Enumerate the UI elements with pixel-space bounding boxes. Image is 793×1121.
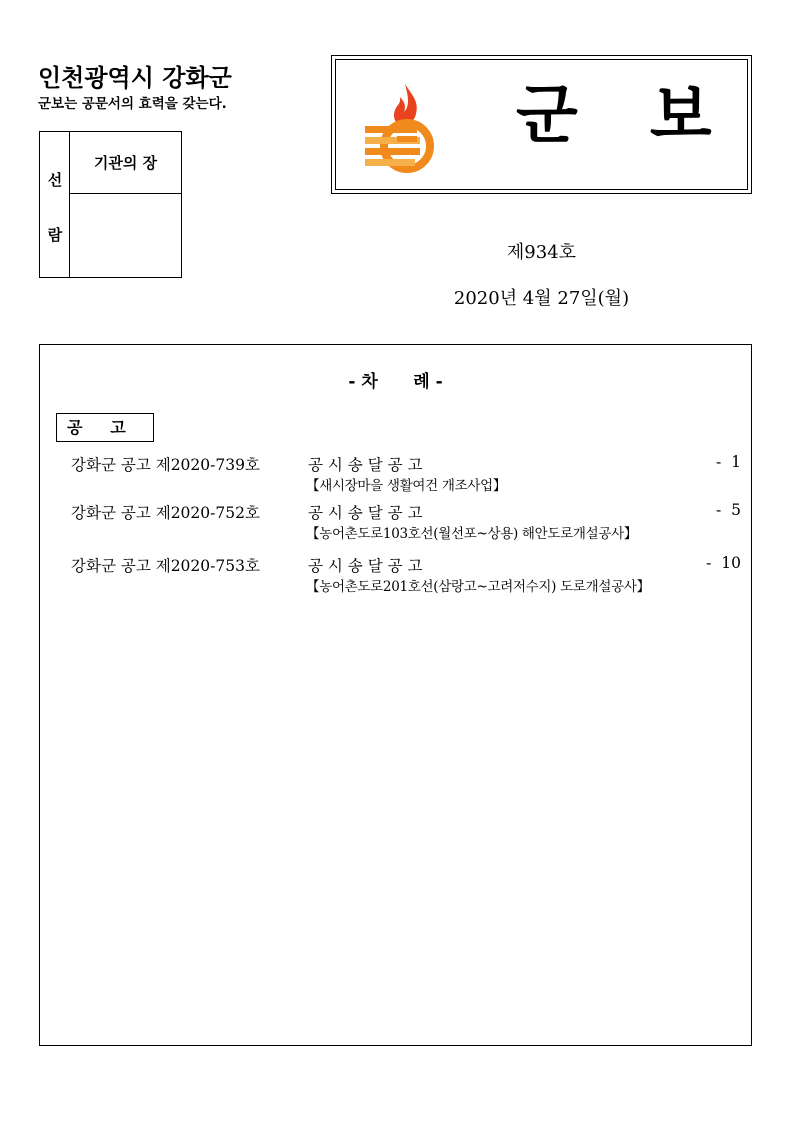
review-label-top: 선	[47, 171, 63, 189]
emblem-band-1	[365, 126, 417, 133]
masthead	[331, 55, 784, 194]
issue-date: 2020년 4월 27일(월)	[453, 288, 630, 309]
entry-subject: 【농어촌도로103호선(월선포~상용) 해안도로개설공사】	[306, 526, 638, 542]
section-label: 공 고	[56, 413, 154, 442]
emblem-bar	[397, 136, 417, 142]
entry-subject: 【새시장마을 생활여건 개조사업】	[306, 478, 507, 494]
review-label-bottom: 람	[47, 226, 63, 244]
emblem-band-3	[365, 148, 420, 155]
masthead-title: 군보	[516, 79, 784, 153]
review-column-header: 기관의 장	[70, 132, 181, 194]
contents-title: - 차 례 -	[348, 372, 443, 392]
entry-title: 공 시 송 달 공 고	[308, 504, 423, 522]
entry-page: - 1	[716, 453, 741, 471]
issue-number: 제934호	[506, 242, 577, 263]
review-box	[39, 131, 182, 278]
masthead-inner-frame	[335, 59, 784, 190]
gangwha-emblem-icon	[361, 80, 451, 175]
entry-page: - 10	[706, 554, 741, 572]
entry-number: 강화군 공고 제2020-752호	[71, 504, 260, 522]
entry-page: - 5	[716, 501, 741, 519]
org-name: 인천광역시 강화군	[38, 64, 232, 92]
entry-title: 공 시 송 달 공 고	[308, 557, 423, 575]
entry-number: 강화군 공고 제2020-739호	[71, 456, 260, 474]
emblem-band-4	[365, 159, 415, 166]
tagline: 군보는 공문서의 효력을 갖는다.	[38, 96, 227, 112]
entry-subject: 【농어촌도로201호선(삼랑고~고려저수지) 도로개설공사】	[306, 579, 650, 595]
entry-title: 공 시 송 달 공 고	[308, 456, 423, 474]
table-of-contents	[39, 344, 752, 1046]
entry-number: 강화군 공고 제2020-753호	[71, 557, 260, 575]
review-vertical-label	[40, 132, 70, 277]
